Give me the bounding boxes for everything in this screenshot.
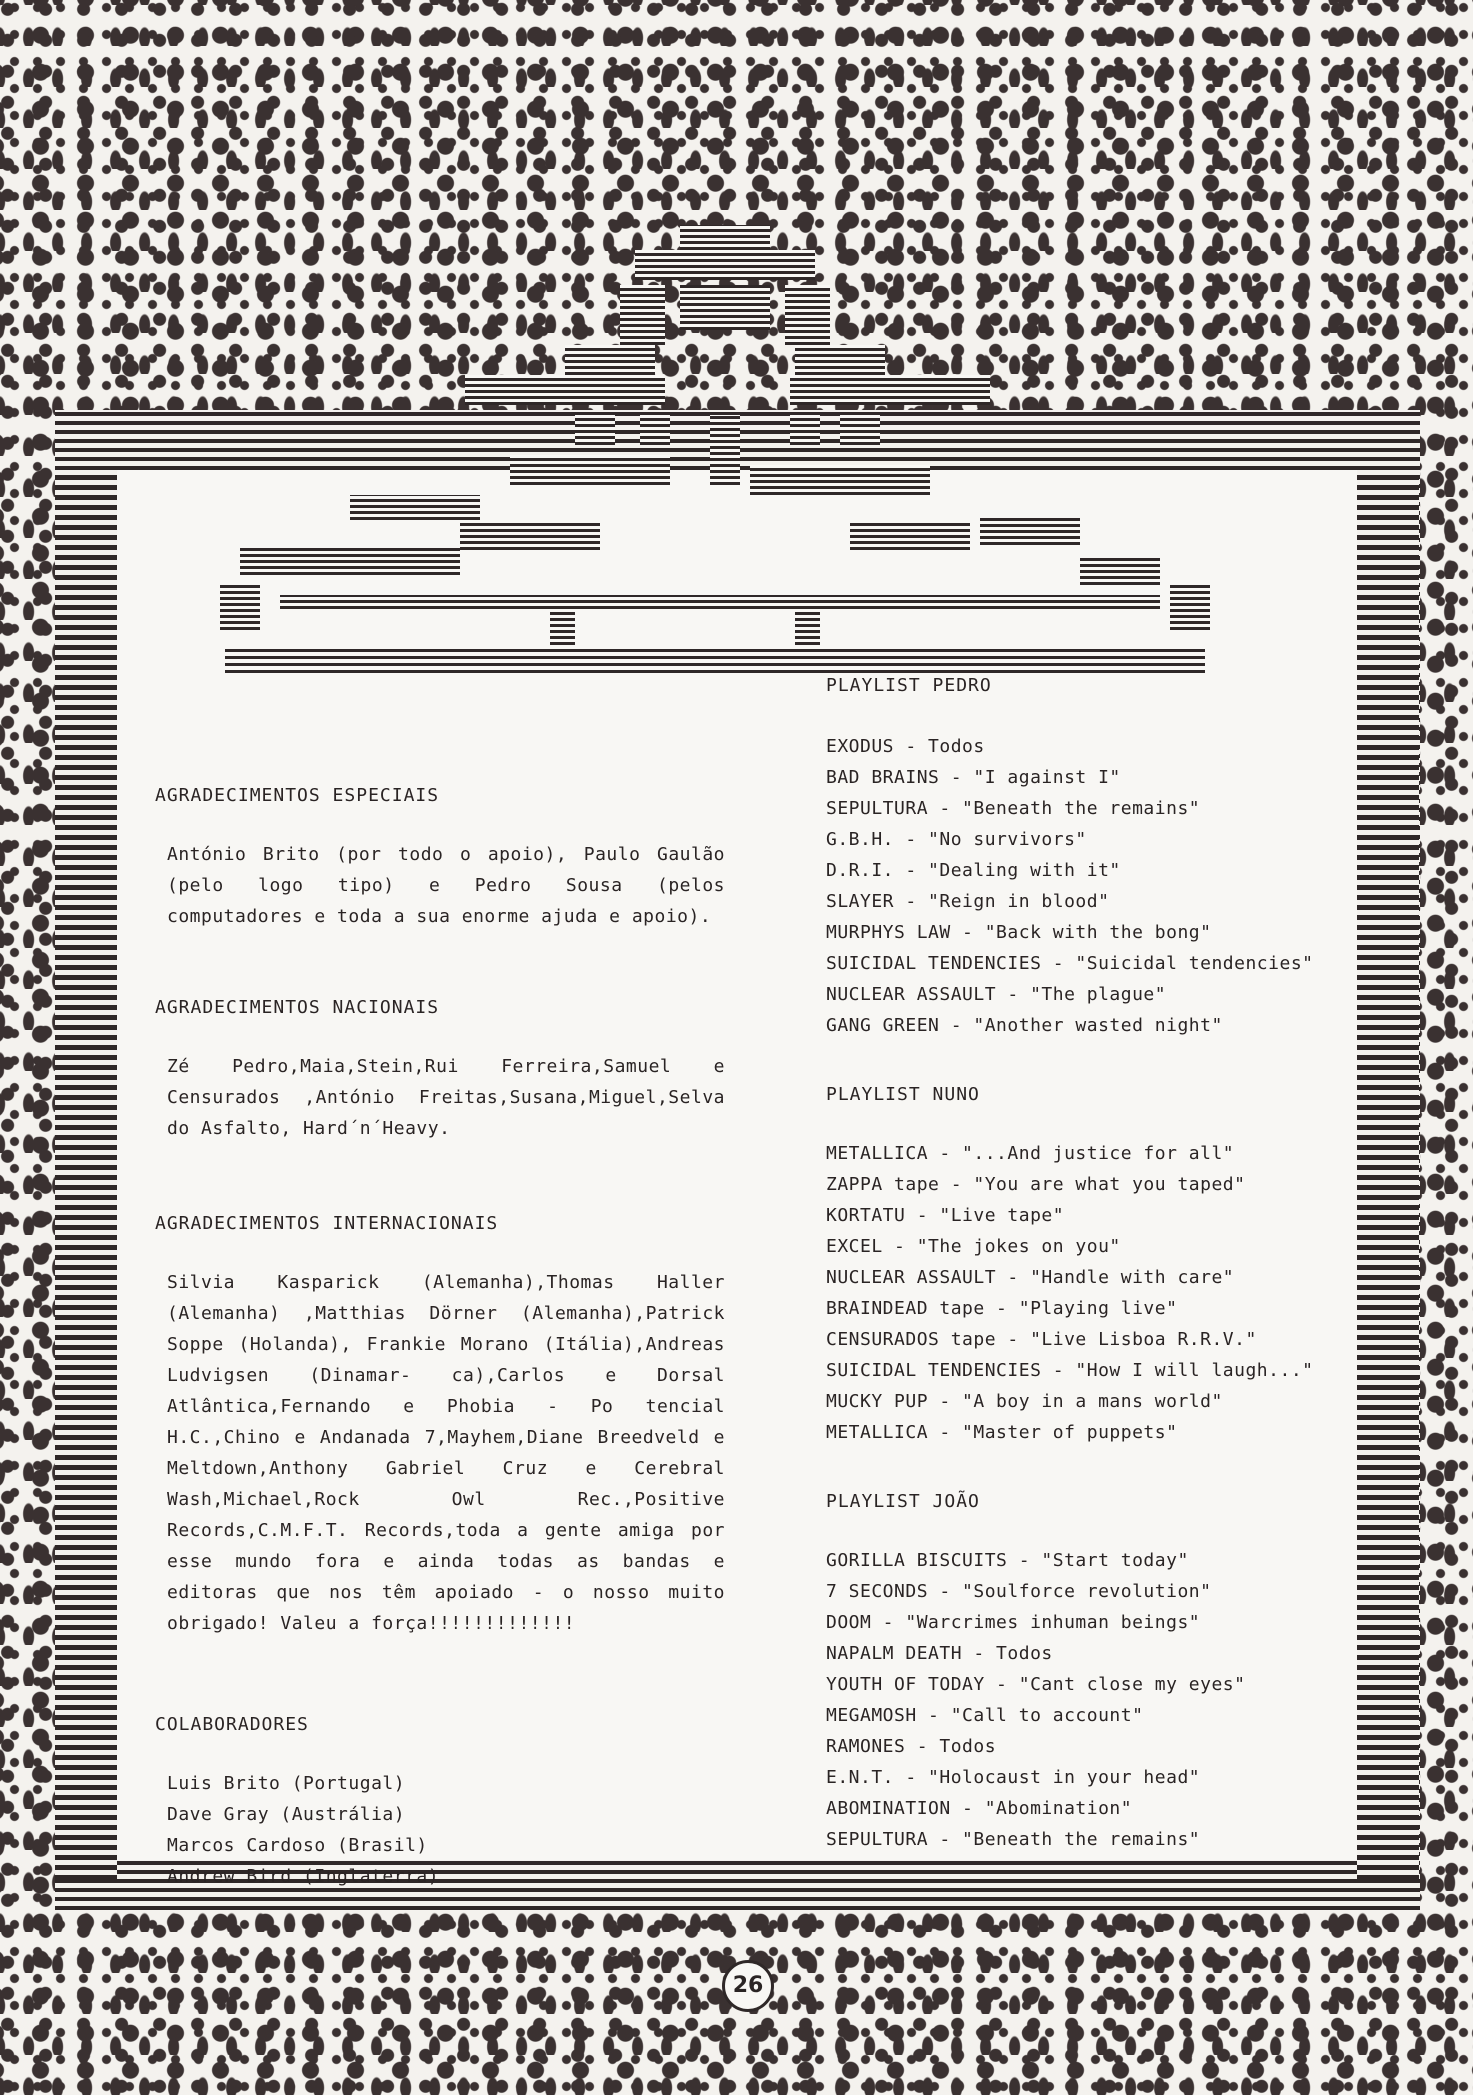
agradecimentos-nacionais-heading: AGRADECIMENTOS NACIONAIS (155, 997, 440, 1018)
list-item: D.R.I. - "Dealing with it" (826, 860, 1121, 881)
list-item: CENSURADOS tape - "Live Lisboa R.R.V." (826, 1329, 1257, 1350)
list-item: EXODUS - Todos (826, 736, 985, 757)
agradecimentos-especiais-heading: AGRADECIMENTOS ESPECIAIS (155, 785, 440, 806)
list-item: BRAINDEAD tape - "Playing live" (826, 1298, 1178, 1319)
list-item: KORTATU - "Live tape" (826, 1205, 1065, 1226)
playlist-joao-list (826, 1545, 1346, 1855)
playlist-joao-heading: PLAYLIST JOÃO (826, 1491, 980, 1512)
frame-right-bar (1357, 470, 1419, 1880)
list-item: ABOMINATION - "Abomination" (826, 1798, 1133, 1819)
agradecimentos-nacionais-text: Zé Pedro,Maia,Stein,Rui Ferreira,Samuel e Censurados ,António Freitas,Susana,Miguel,Selva do Asfalto, Hard´n´Heavy. (167, 1056, 725, 1139)
list-item: NUCLEAR ASSAULT - "Handle with care" (826, 1267, 1235, 1288)
list-item: MURPHYS LAW - "Back with the bong" (826, 922, 1212, 943)
playlist-nuno-list (826, 1138, 1346, 1448)
playlist-pedro-list (826, 731, 1346, 1041)
list-item: E.N.T. - "Holocaust in your head" (826, 1767, 1201, 1788)
frame-left-bar (55, 470, 117, 1880)
list-item: 7 SECONDS - "Soulforce revolution" (826, 1581, 1212, 1602)
list-item: SLAYER - "Reign in blood" (826, 891, 1110, 912)
colaboradores-heading: COLABORADORES (155, 1714, 309, 1735)
agradecimentos-especiais-text: António Brito (por todo o apoio), Paulo Gaulão (pelo logo tipo) e Pedro Sousa (pelos computadores e toda a sua enorme ajuda e apoio). (167, 844, 725, 927)
list-item: Luis Brito (Portugal) (167, 1773, 406, 1794)
colaboradores-list (155, 1768, 725, 1892)
list-item: DOOM - "Warcrimes inhuman beings" (826, 1612, 1201, 1633)
list-item: METALLICA - "...And justice for all" (826, 1143, 1235, 1164)
pixel-building-logo-icon (210, 215, 1220, 675)
playlist-pedro-heading: PLAYLIST PEDRO (826, 675, 992, 696)
list-item: METALLICA - "Master of puppets" (826, 1422, 1178, 1443)
right-column (826, 670, 1346, 1855)
list-item: Dave Gray (Austrália) (167, 1804, 406, 1825)
list-item: GORILLA BISCUITS - "Start today" (826, 1550, 1189, 1571)
list-item: ZAPPA tape - "You are what you taped" (826, 1174, 1246, 1195)
list-item: GANG GREEN - "Another wasted night" (826, 1015, 1223, 1036)
list-item: RAMONES - Todos (826, 1736, 997, 1757)
list-item: Marcos Cardoso (Brasil) (167, 1835, 428, 1856)
list-item: G.B.H. - "No survivors" (826, 829, 1087, 850)
list-item: MEGAMOSH - "Call to account" (826, 1705, 1144, 1726)
page-number: 26 (722, 1960, 774, 2012)
list-item: SUICIDAL TENDENCIES - "Suicidal tendencies" (826, 953, 1314, 974)
list-item: SEPULTURA - "Beneath the remains" (826, 1829, 1201, 1850)
agradecimentos-internacionais-text: Silvia Kasparick (Alemanha),Thomas Haller (Alemanha) ,Matthias Dörner (Alemanha),Patrick Soppe (Holanda), Frankie Morano (Itália),Andreas Ludvigsen (Dinamar- ca),Carlos e Dorsal Atlântica,Fernando e Phobia - Po tencial H.C.,Chino e Andanada 7,Mayhem,Diane Breedveld e Meltdown,Anthony Gabriel Cruz e Cerebral Wash,Michael,Rock Owl Rec.,Positive Records,C.M.F.T. Records,toda a gente amiga por esse mundo fora e ainda todas as bandas e editoras que nos têm apoiado - o nosso muito obrigado! Valeu a força!!!!!!!!!!!!! (167, 1272, 725, 1634)
list-item: BAD BRAINS - "I against I" (826, 767, 1121, 788)
list-item: SUICIDAL TENDENCIES - "How I will laugh..." (826, 1360, 1314, 1381)
list-item: SEPULTURA - "Beneath the remains" (826, 798, 1201, 819)
list-item: EXCEL - "The jokes on you" (826, 1236, 1121, 1257)
playlist-nuno-heading: PLAYLIST NUNO (826, 1084, 980, 1105)
list-item: NUCLEAR ASSAULT - "The plague" (826, 984, 1167, 1005)
left-column (155, 780, 725, 1892)
list-item: MUCKY PUP - "A boy in a mans world" (826, 1391, 1223, 1412)
list-item: NAPALM DEATH - Todos (826, 1643, 1053, 1664)
list-item: Andrew Bird (Inglaterra) (167, 1866, 440, 1887)
list-item: YOUTH OF TODAY - "Cant close my eyes" (826, 1674, 1246, 1695)
agradecimentos-internacionais-heading: AGRADECIMENTOS INTERNACIONAIS (155, 1213, 499, 1234)
